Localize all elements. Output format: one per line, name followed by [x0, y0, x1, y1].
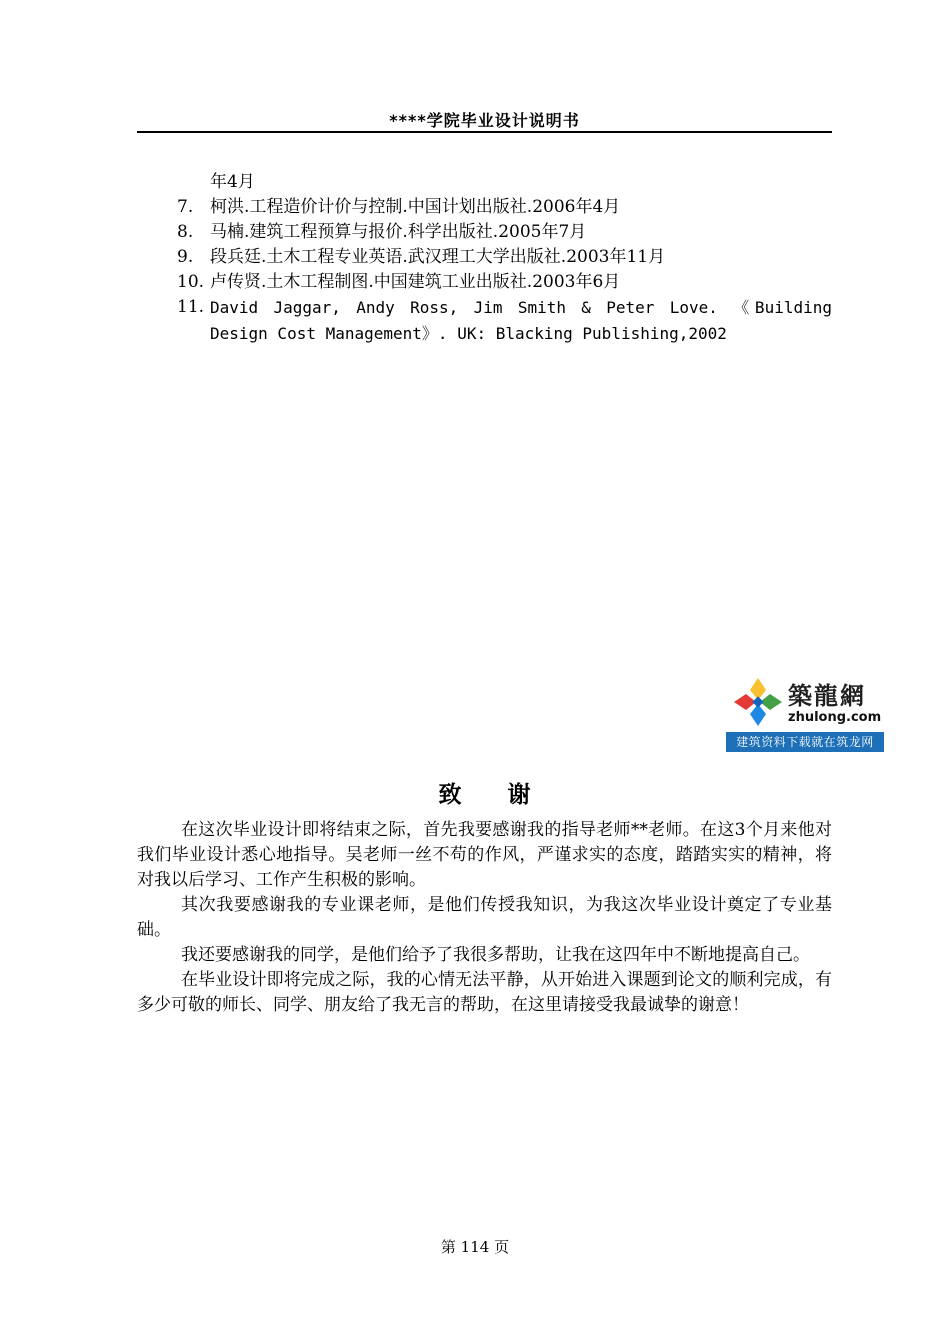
acknowledgement-paragraph: 在毕业设计即将完成之际，我的心情无法平静，从开始进入课题到论文的顺利完成，有多少可敬的师长、同学、朋友给了我无言的帮助，在这里请接受我最诚挚的谢意！: [137, 970, 832, 1015]
logo-center: [752, 696, 763, 707]
acknowledgement-body: [137, 818, 832, 1018]
reference-text: David Jaggar, Andy Ross, Jim Smith & Peter Love. 《Building Design Cost Management》. UK: Blacking Publishing,2002: [210, 298, 832, 343]
acknowledgement-title: 致 谢: [438, 782, 531, 808]
header-divider: [137, 131, 832, 133]
zhulong-logo: [726, 672, 884, 752]
acknowledgement-paragraph: 在这次毕业设计即将结束之际，首先我要感谢我的指导老师**老师。在这3个月来他对我们毕业设计悉心地指导。吴老师一丝不苟的作风，严谨求实的态度，踏踏实实的精神，将对我以后学习、工作产生积极的影响。: [137, 820, 832, 890]
acknowledgement-paragraph: 其次我要感谢我的专业课老师，是他们传授我知识，为我这次毕业设计奠定了专业基础。: [137, 895, 832, 940]
reference-text: 柯洪.工程造价计价与控制.中国计划出版社.2006年4月: [210, 197, 621, 217]
reference-number: 10.: [177, 272, 205, 292]
reference-number: 7.: [177, 197, 194, 217]
reference-number: 11.: [177, 297, 205, 317]
reference-item: [137, 270, 832, 295]
reference-continuation-text: 年4月: [210, 172, 255, 192]
logo-slogan: 建筑资料下载就在筑龙网: [726, 732, 884, 752]
zhulong-pinwheel-icon: [732, 676, 784, 728]
reference-number: 8.: [177, 222, 194, 242]
reference-item: [137, 295, 832, 347]
reference-continuation: [137, 170, 832, 195]
page-number: 第 114 页: [440, 1238, 510, 1256]
reference-list: [137, 170, 832, 347]
reference-text: 卢传贤.土木工程制图.中国建筑工业出版社.2003年6月: [210, 272, 621, 292]
document-header-title: ****学院毕业设计说明书: [389, 111, 580, 130]
reference-item: [137, 245, 832, 270]
logo-chinese-name: 築龍網: [788, 681, 866, 710]
reference-item: [137, 220, 832, 245]
reference-item: [137, 195, 832, 220]
reference-text: 马楠.建筑工程预算与报价.科学出版社.2005年7月: [210, 222, 587, 242]
acknowledgement-paragraph: 我还要感谢我的同学，是他们给予了我很多帮助，让我在这四年中不断地提高自己。: [181, 945, 810, 965]
reference-number: 9.: [177, 247, 194, 267]
reference-text: 段兵廷.土木工程专业英语.武汉理工大学出版社.2003年11月: [210, 247, 666, 267]
logo-domain: zhulong.com: [788, 710, 882, 725]
